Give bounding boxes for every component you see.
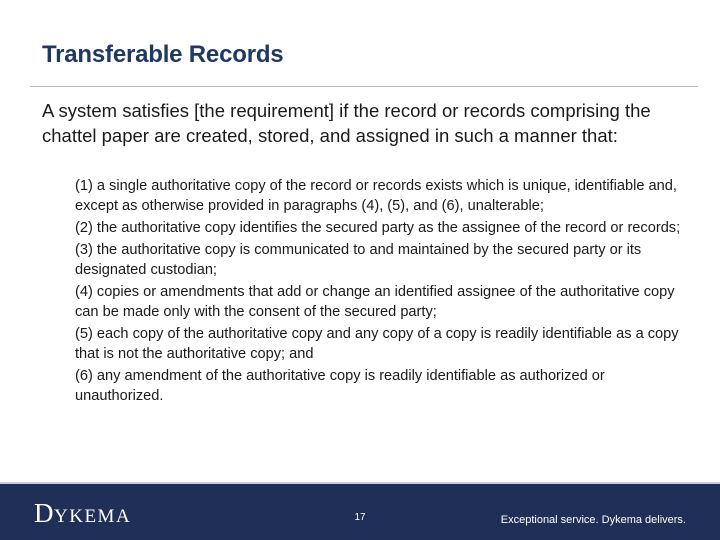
logo-rest: YKEMA [54, 506, 132, 527]
list-item: (6) any amendment of the authoritative copy is readily identifiable as authorized or unauthorized. [75, 368, 605, 404]
list-item: (4) copies or amendments that add or change an identified assignee of the authoritative copy can be made only with the consent of the secured party; [75, 284, 675, 320]
logo-initial: D [34, 498, 54, 528]
footer-tagline: Exceptional service. Dykema delivers. [500, 514, 686, 526]
list-item: (2) the authoritative copy identifies the secured party as the assignee of the record or records; [75, 220, 681, 236]
list-item: (1) a single authoritative copy of the record or records exists which is unique, identifiable and, except as otherwise provided in paragraphs (4), (5), and (6), unalterable; [75, 178, 677, 214]
list-item: (5) each copy of the authoritative copy and any copy of a copy is readily identifiable as a copy that is not the authoritative copy; and [75, 326, 679, 362]
list-item: (3) the authoritative copy is communicated to and maintained by the secured party or its designated custodian; [75, 242, 642, 278]
intro-paragraph: A system satisfies [the requirement] if the record or records comprising the chattel paper are created, stored, and assigned in such a manner that: [42, 100, 651, 146]
requirements-list [75, 176, 690, 408]
dykema-logo [34, 498, 131, 532]
page-number: 17 [354, 512, 366, 523]
slide-title: Transferable Records [42, 41, 284, 68]
title-divider [30, 86, 698, 87]
